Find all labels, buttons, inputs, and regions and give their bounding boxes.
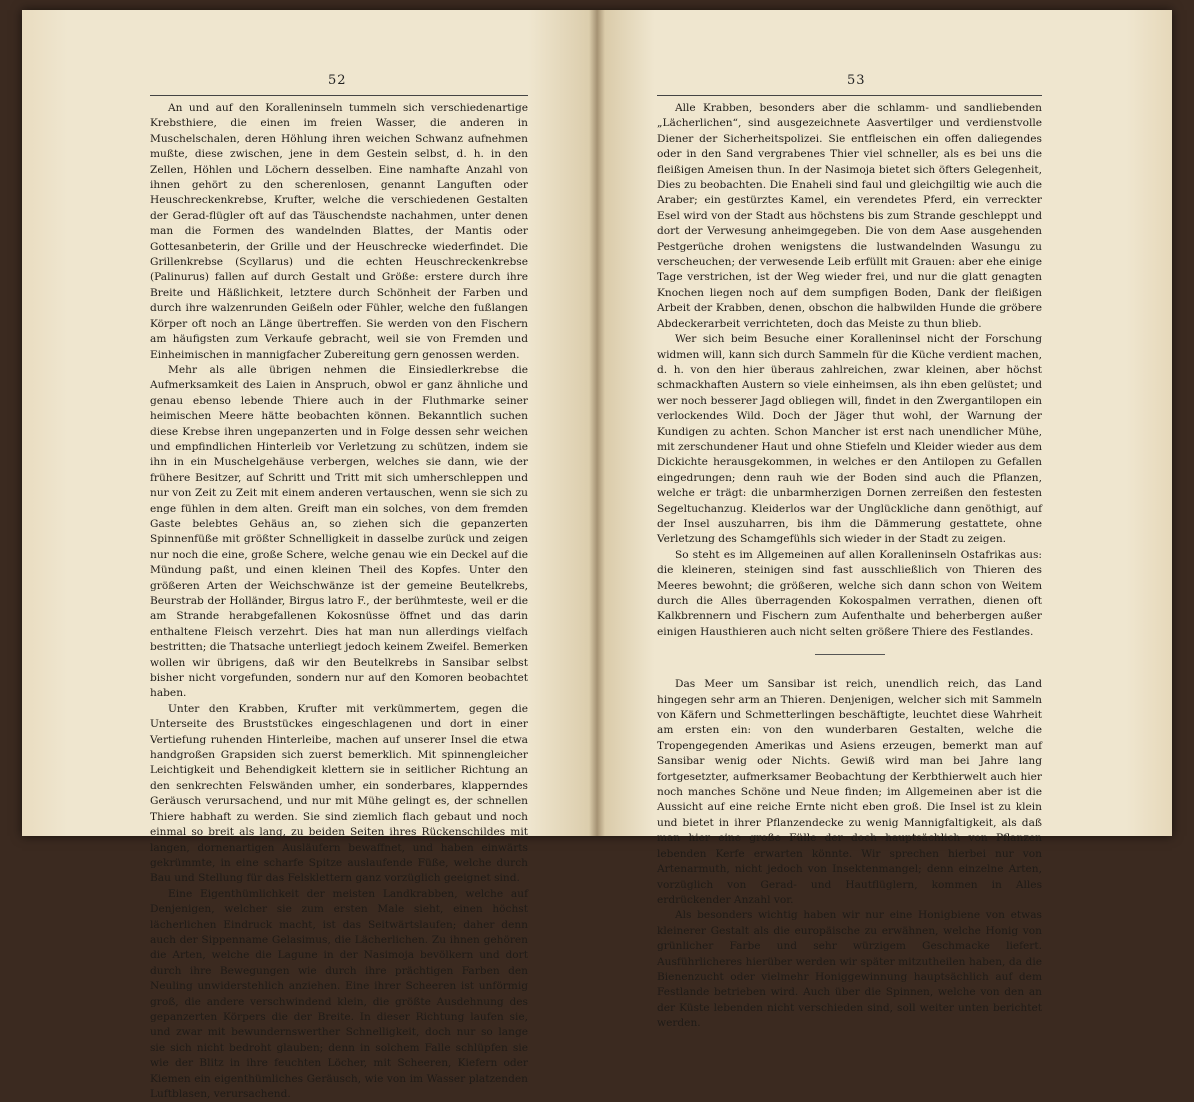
paragraph: Unter den Krabben, Krufter mit verkümmertem, gegen die Unterseite des Bruststückes eingeschlagenen und dort in einer Vertiefung ruhenden Hinterleibe, machen auf unserer Insel die etwa handgroßen Grapsiden sich zuerst bemerklich. Mit spinnengleicher Leichtigkeit und Behendigkeit klettern sie in seitlicher Richtung an den senkrechten Felswänden umher, ein sonderbares, klapperndes Geräusch verursachend, und nur mit Mühe gelingt es, der schnellen Thiere habhaft zu werden. Sie sind ziemlich flach gebaut und noch einmal so breit als lang, zu beiden Seiten ihres Rückenschildes mit langen, dornenartigen Ausläufern bewaffnet, und haben einwärts gekrümmte, in eine scharfe Spitze auslaufende Füße, welche durch Bau und Stellung für das Felsklettern ganz vorzüglich geeignet sind. xyxy=(150,702,528,885)
paragraph: Das Meer um Sansibar ist reich, unendlich reich, das Land hingegen sehr arm an Thieren. Denjenigen, welcher sich mit Sammeln von Käfern und Schmetterlingen beschäftigte, leuchtet diese Wahrheit am ersten ein: von den wunderbaren Gestalten, welche die Tropengegenden Amerikas und Asiens erzeugen, bemerkt man auf Sansibar wenig oder Nichts. Gewiß wird man bei Jahre lang fortgesetzter, aufmerksamer Beobachtung der Kerbthierwelt auch hier noch manches Schöne und Neue finden; im Allgemeinen aber ist die Aussicht auf eine reiche Ernte nicht eben groß. Die Insel ist zu klein und bietet in ihrer Pflanzendecke zu wenig Mannigfaltigkeit, als daß man hier eine große Fülle der doch hauptsächlich von Pflanzen lebenden Kerfe erwarten könnte. Wir sprechen hierbei nur von Artenarmuth, nicht jedoch von Insektenmangel; denn einzelne Arten, vorzüglich von Gerad- und Hautflüglern, kommen in Alles erdrückender Anzahl vor. xyxy=(657,678,1042,906)
book-spread xyxy=(22,10,1172,1100)
text-column xyxy=(150,101,528,1102)
paragraph: An und auf den Koralleninseln tummeln sich verschiedenartige Krebsthiere, die einen im freien Wasser, die anderen in Muschelschalen, deren Höhlung ihren weichen Schwanz aufnehmen mußte, diese zwischen, jene in dem Gestein selbst, d. h. in den Zellen, Höhlen und Löchern desselben. Eine namhafte Anzahl von ihnen gehört zu den scherenlosen, genannt Languften oder Heuschreckenkrebse, Krufter, welche die verschiedenen Gestalten der Gerad-flügler oft auf das Täuschendste nachahmen, unter denen man die Formen des wandelnden Blattes, der Mantis oder Gottesanbeterin, der Grille und der Heuschrecke wiederfindet. Die Grillenkrebse (Scyllarus) und die echten Heuschreckenkrebse (Palinurus) fallen auf durch Gestalt und Größe: erstere durch ihre Breite und Häßlichkeit, letztere durch Schönheit der Farben und durch ihre walzenrunden Geißeln oder Fühler, welche den fußlangen Körper oft noch an Länge übertreffen. Sie werden von den Fischern am häufigsten zum Verkaufe gebracht, weil sie von Fremden und Einheimischen in mannigfacher Zubereitung gern genossen werden. xyxy=(150,102,528,361)
section-divider xyxy=(815,654,885,655)
page-number: 53 xyxy=(847,73,866,88)
paragraph: Alle Krabben, besonders aber die schlamm- und sandliebenden „Lächerlichen“, sind ausgezeichnete Aasvertilger und verdienstvolle Diener der Sicherheitspolizei. Sie entfleischen ein offen daliegendes oder in den Sand vergrabenes Thier viel schneller, als es bei uns die fleißigen Ameisen thun. In der Nasimoja bietet sich öfters Gelegenheit, Dies zu beobachten. Die Enaheli sind faul und gleichgiltig wie auch die Araber; ein gestürztes Kamel, ein verendetes Pferd, ein verreckter Esel wird von der Stadt aus höchstens bis zum Strande geschleppt und dort der Verwesung anheimgegeben. Die von dem Aase ausgehenden Pestgerüche drohen wenigstens die lustwandelnden Wasungu zu verscheuchen; der verwesende Leib erfüllt mit Grauen: aber ehe einige Tage verstrichen, ist der Weg wieder frei, und nur die glatt genagten Knochen liegen noch auf dem sumpfigen Boden, Dank der fleißigen Arbeit der Krabben, denen, obschon die halbwilden Hunde die gröbere Abdeckerarbeit verrichteten, doch das Meiste zu thun blieb. xyxy=(657,102,1042,330)
paragraph: So steht es im Allgemeinen auf allen Koralleninseln Ostafrikas aus: die kleineren, steinigen sind fast ausschließlich von Thieren des Meeres bewohnt; die größeren, welche sich dann schon von Weitem durch die Alles überragenden Kokospalmen verrathen, dienen oft Kalkbrennern und Fischern zum Aufenthalte und beherbergen außer einigen Hausthieren auch nicht selten größere Thiere des Festlandes. xyxy=(657,548,1042,638)
header-rule xyxy=(657,95,1042,96)
header-rule xyxy=(150,95,528,96)
paragraph: Wer sich beim Besuche einer Koralleninsel nicht der Forschung widmen will, kann sich durch Sammeln für die Küche verdient machen, d. h. von den hier überaus zahlreichen, zwar kleinen, aber höchst schmackhaften Austern so viele einheimsen, als ihn eben gelüstet; und wer noch besserer Jagd obliegen will, findet in den Zwergantilopen ein verlockendes Wild. Doch der Jäger thut wohl, der Warnung der Kundigen zu achten. Schon Mancher ist erst nach unendlicher Mühe, mit zerschundener Haut und ohne Stiefeln und Kleider wieder aus dem Dickichte herausgekommen, in welches er den Antilopen zu Gefallen eingedrungen; denn rauh wie der Boden sind auch die Pflanzen, welche er trägt: die unbarmherzigen Dornen zerreißen den festesten Segeltuchanzug. Kleiderlos war der Unglückliche dann genöthigt, auf der Insel auszuharren, bis ihm die Dämmerung gestattete, ohne Verletzung des Schamgefühls sich wieder in der Stadt zu zeigen. xyxy=(657,333,1042,546)
page-number: 52 xyxy=(328,73,347,88)
paragraph: Als besonders wichtig haben wir nur eine Honigbiene von etwas kleinerer Gestalt als die europäische zu erwähnen, welche Honig von grünlicher Farbe und sehr würzigem Geschmacke liefert. Ausführlicheres hierüber werden wir später mitzutheilen haben, da die Bienenzucht oder vielmehr Honiggewinnung hauptsächlich auf dem Festlande betrieben wird. Auch über die Spinnen, welche von den an der Küste lebenden nicht verschieden sind, soll weiter unten berichtet werden. xyxy=(657,909,1042,1030)
paragraph: Eine Eigenthümlichkeit der meisten Landkrabben, welche auf Denjenigen, welcher sie zum ersten Male sieht, einen höchst lächerlichen Eindruck macht, ist das Seitwärtslaufen; daher denn auch der Sippenname Gelasimus, die Lächerlichen. Zu ihnen gehören die Arten, welche die Lagune in der Nasimoja bevölkern und dort durch ihre Bewegungen wie durch ihre prächtigen Farben den Neuling unwiderstehlich anziehen. Eine ihrer Scheeren ist unförmig groß, die andere verschwindend klein, die größte Ausdehnung des gepanzerten Körpers die der Breite. In dieser Richtung laufen sie, und zwar mit bewundernswerther Schnelligkeit, doch nur so lange sie sich nicht bedroht glauben; denn in solchem Falle schlüpfen sie wie der Blitz in ihre feuchten Löcher, mit Scheeren, Kiefern oder Kiemen ein eigenthümliches Geräusch, wie von im Wasser platzenden Luftblasen, verursachend. xyxy=(150,887,528,1100)
left-page xyxy=(22,10,597,1100)
text-column xyxy=(657,101,1042,1032)
right-page xyxy=(597,10,1172,1030)
paragraph: Mehr als alle übrigen nehmen die Einsiedlerkrebse die Aufmerksamkeit des Laien in Anspruch, obwol er ganz ähnliche und genau ebenso lebende Thiere auch in der Fluthmarke seiner heimischen Meere hätte beobachten können. Bekanntlich suchen diese Krebse ihren ungepanzerten und in Folge dessen sehr weichen und empfindlichen Hinterleib vor Verletzung zu schützen, indem sie ihn in ein Muschelgehäuse verbergen, welches sie dann, wie der frühere Besitzer, auf Schritt und Tritt mit sich umherschleppen und nur von Zeit zu Zeit mit einem anderen vertauschen, wenn sie sich zu enge fühlen in dem alten. Greift man ein solches, von dem fremden Gaste belebtes Gehäus an, so ziehen sich die gepanzerten Spinnenfüße mit größter Schnelligkeit in dasselbe zurück und zeigen nur noch die eine, große Schere, welche genau wie ein Deckel auf die Mündung paßt, und einen kleinen Theil des Kopfes. Unter den größeren Arten der Weichschwänze ist der gemeine Beutelkrebs, Beurstrab der Holländer, Birgus latro F., der berühmteste, weil er die am Strande herabgefallenen Kokosnüsse öffnet und das darin enthaltene Fleisch verzehrt. Dies hat man nun allerdings vielfach bestritten; die Thatsache unterliegt jedoch keinem Zweifel. Bemerken wollen wir übrigens, daß wir den Beutelkrebs in Sansibar selbst bisher nicht vorgefunden, sondern nur auf den Komoren beobachtet haben. xyxy=(150,363,528,700)
book-gutter xyxy=(589,10,605,836)
